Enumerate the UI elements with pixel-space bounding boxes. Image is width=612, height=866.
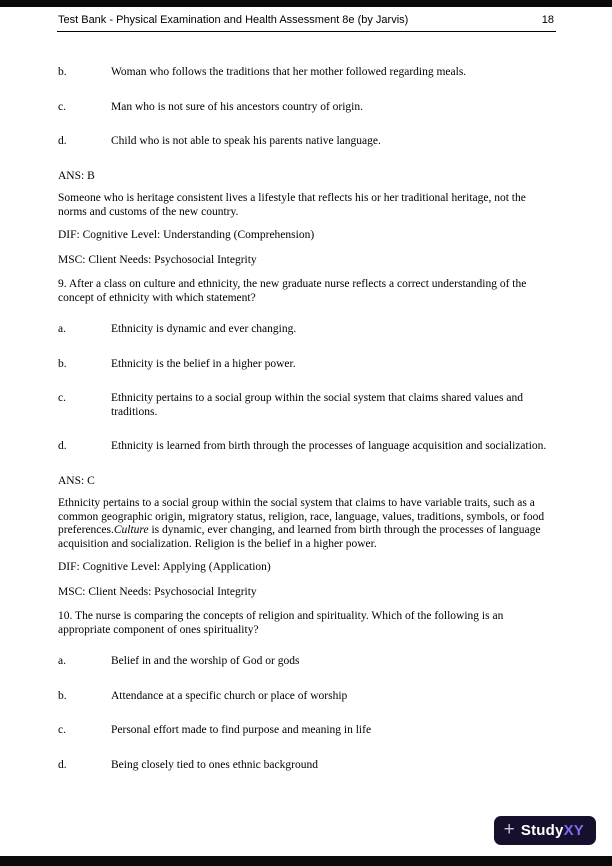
q8-option-c bbox=[58, 101, 555, 115]
bottom-border-bar bbox=[0, 856, 612, 866]
q9-msc: MSC: Client Needs: Psychosocial Integrity bbox=[58, 585, 257, 598]
q9-dif: DIF: Cognitive Level: Applying (Application) bbox=[58, 561, 271, 573]
rationale-italic-term: Culture bbox=[113, 524, 149, 536]
option-letter: a. bbox=[58, 655, 66, 667]
q10-stem: 10. The nurse is comparing the concepts of religion and spirituality. Which of the following is an appropriate component of ones spirituality? bbox=[58, 610, 504, 636]
brand-text-study: Study bbox=[520, 822, 564, 839]
option-letter: c. bbox=[58, 392, 66, 404]
header-title: Test Bank - Physical Examination and Health Assessment 8e (by Jarvis) bbox=[58, 14, 409, 26]
option-letter: b. bbox=[58, 689, 67, 702]
brand-text-xy: XY bbox=[563, 822, 584, 839]
option-text: Being closely tied to ones ethnic background bbox=[111, 758, 318, 771]
q10-option-c bbox=[58, 724, 555, 738]
option-text: Man who is not sure of his ancestors country of origin. bbox=[111, 100, 364, 113]
q8-answer: ANS: B bbox=[58, 169, 95, 182]
rationale-text: is dynamic, ever changing, and learned from birth through the processes of language acquisition and socialization. Religion is the belief in a higher power. bbox=[58, 524, 541, 550]
q9-option-d bbox=[58, 440, 555, 454]
option-text: Ethnicity pertains to a social group within the social system that claims shared values and traditions. bbox=[111, 392, 523, 418]
q8-dif: DIF: Cognitive Level: Understanding (Comprehension) bbox=[58, 229, 315, 241]
rationale-text: Ethnicity pertains to a social group within the social system that claims to have variable traits, such as a common geographic origin, migratory status, religion, race, language, values, traditions, symbols, or food preferences. bbox=[58, 497, 545, 536]
option-text: Woman who follows the traditions that her mother followed regarding meals. bbox=[111, 66, 467, 78]
q9-option-a bbox=[58, 323, 555, 337]
option-letter: c. bbox=[58, 100, 66, 113]
option-text: Belief in and the worship of God or gods bbox=[111, 655, 300, 667]
q8-option-b bbox=[58, 66, 555, 80]
studyxy-logo bbox=[494, 816, 596, 845]
option-text: Attendance at a specific church or place of worship bbox=[111, 689, 348, 702]
q9-option-b bbox=[58, 358, 555, 372]
option-text: Personal effort made to find purpose and meaning in life bbox=[111, 724, 372, 736]
q9-option-c bbox=[58, 392, 555, 419]
option-letter: c. bbox=[58, 724, 66, 736]
option-text: Ethnicity is the belief in a higher power. bbox=[111, 357, 296, 370]
q10-option-d bbox=[58, 759, 555, 773]
q9-stem: 9. After a class on culture and ethnicity, the new graduate nurse reflects a correct understanding of the concept of ethnicity with which statement? bbox=[58, 278, 527, 304]
option-letter: d. bbox=[58, 135, 67, 147]
header-page-number: 18 bbox=[541, 14, 554, 26]
option-letter: b. bbox=[58, 66, 67, 78]
top-border-bar bbox=[0, 0, 612, 7]
option-letter: d. bbox=[58, 440, 67, 452]
q10-option-a bbox=[58, 655, 555, 669]
document-content bbox=[0, 30, 612, 793]
q9-rationale bbox=[58, 497, 555, 551]
q10-option-b bbox=[58, 690, 555, 704]
q8-option-d bbox=[58, 135, 555, 149]
option-letter: b. bbox=[58, 357, 67, 370]
q9-answer: ANS: C bbox=[58, 474, 95, 487]
option-letter: a. bbox=[58, 323, 66, 335]
option-letter: d. bbox=[58, 758, 67, 771]
option-text: Ethnicity is dynamic and ever changing. bbox=[111, 323, 297, 335]
option-text: Ethnicity is learned from birth through the processes of language acquisition and socialization. bbox=[111, 440, 547, 452]
q8-rationale: Someone who is heritage consistent lives a lifestyle that reflects his or her traditional heritage, not the norms and customs of the new country. bbox=[58, 192, 526, 218]
q8-msc: MSC: Client Needs: Psychosocial Integrity bbox=[58, 253, 257, 266]
plus-icon: + bbox=[503, 819, 515, 840]
page-header bbox=[0, 7, 612, 27]
option-text: Child who is not able to speak his parents native language. bbox=[111, 135, 381, 147]
